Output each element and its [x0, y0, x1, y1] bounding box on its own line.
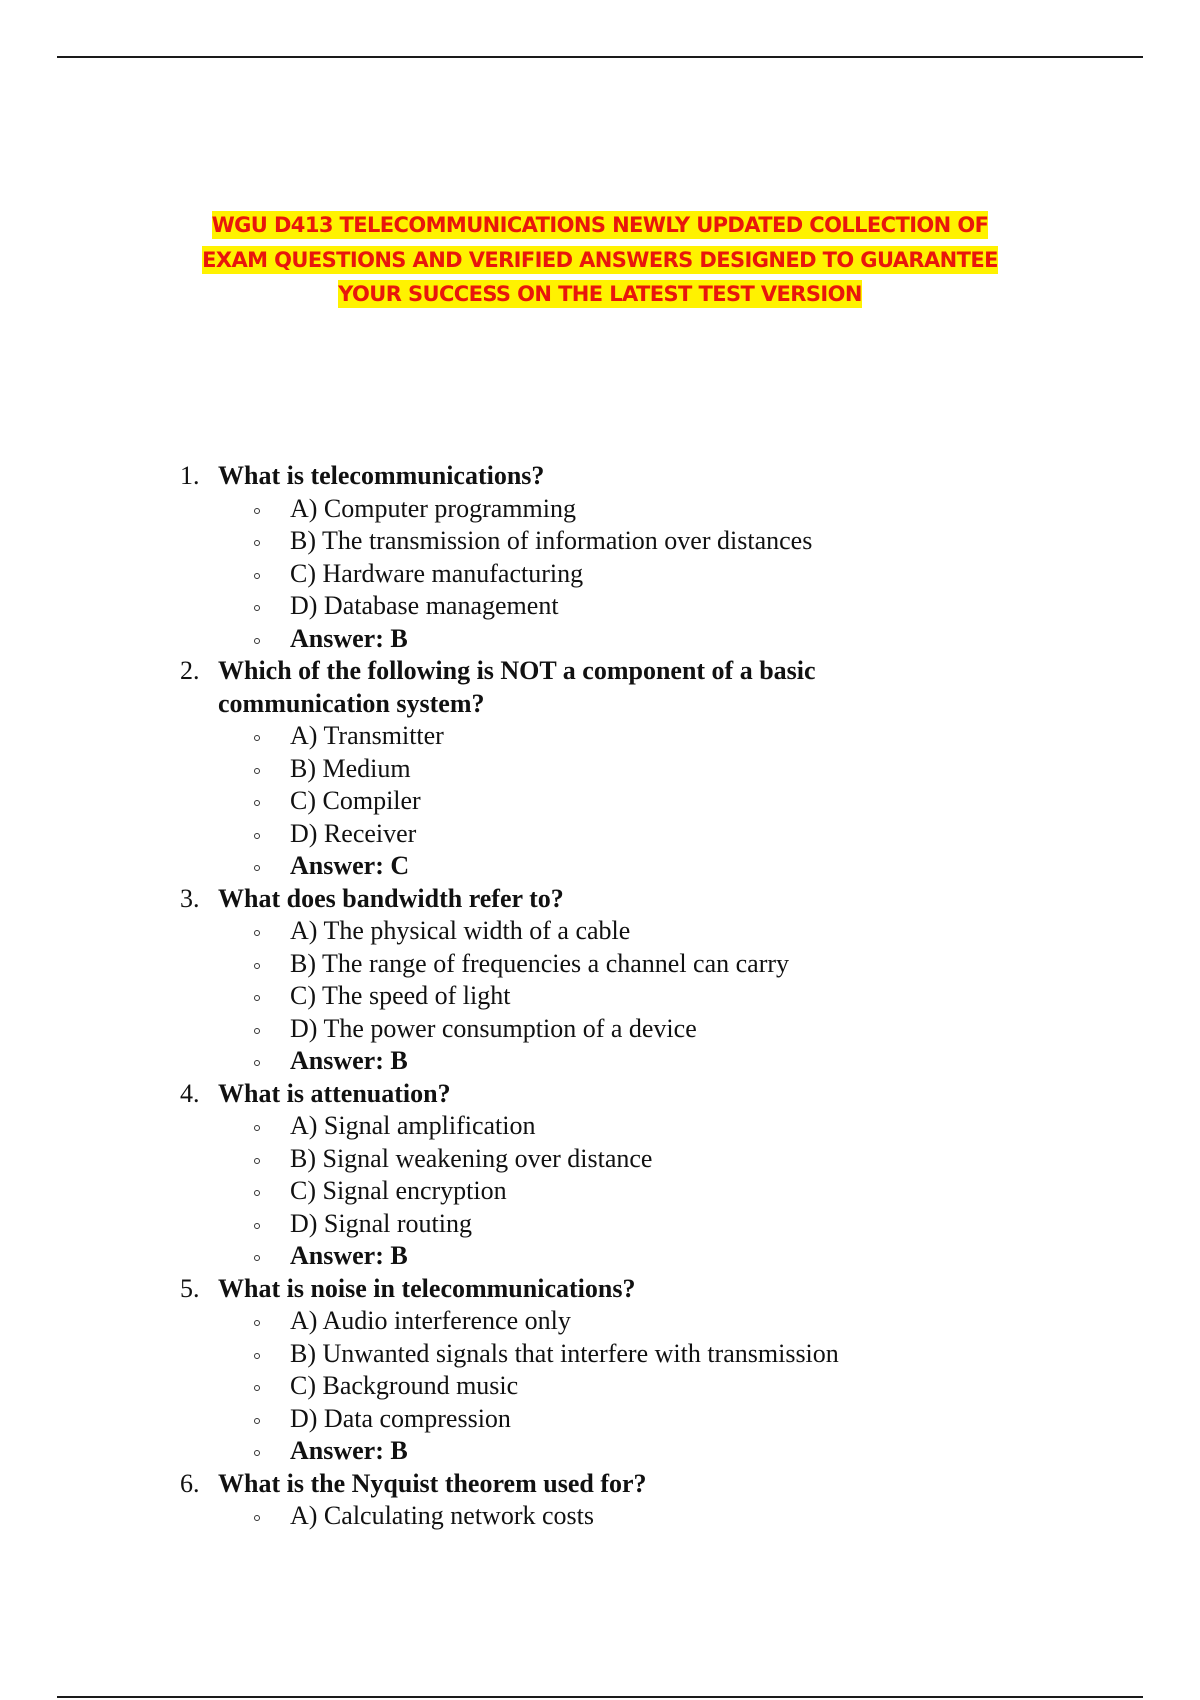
option-text: A) The physical width of a cable [290, 916, 631, 945]
answer-text: Answer: B [290, 1241, 408, 1270]
option-a [0, 915, 1200, 948]
option-text: C) Compiler [290, 786, 421, 815]
circle-bullet-icon [254, 930, 260, 936]
option-text: A) Calculating network costs [290, 1501, 594, 1530]
circle-bullet-icon [254, 995, 260, 1001]
option-text: A) Signal amplification [290, 1111, 536, 1140]
circle-bullet-icon [254, 1190, 260, 1196]
title-line-1: WGU D413 TELECOMMUNICATIONS NEWLY UPDATED COLLECTION OF [211, 213, 989, 237]
circle-bullet-icon [254, 1515, 260, 1521]
circle-bullet-icon [254, 1223, 260, 1229]
option-text: D) The power consumption of a device [290, 1013, 697, 1043]
answer-text: Answer: B [290, 1436, 408, 1465]
option-text: A) Transmitter [290, 721, 444, 750]
option-text: B) Signal weakening over distance [290, 1143, 653, 1173]
circle-bullet-icon [254, 1125, 260, 1131]
circle-bullet-icon [254, 833, 260, 839]
question-text: What is noise in telecommunications? [218, 1273, 636, 1303]
question-5 [0, 1273, 1200, 1468]
answer-line [0, 1045, 1200, 1078]
option-a [0, 493, 1200, 526]
option-a [0, 1500, 1200, 1533]
option-text: D) Receiver [290, 818, 417, 848]
circle-bullet-icon [254, 1385, 260, 1391]
answer-text: Answer: C [290, 851, 410, 880]
option-text: A) Computer programming [290, 493, 576, 523]
option-text: A) Audio interference only [290, 1306, 571, 1335]
answer-text: Answer: B [290, 623, 408, 653]
circle-bullet-icon [254, 1028, 260, 1034]
answer-line [0, 623, 1200, 656]
title-line-2: EXAM QUESTIONS AND VERIFIED ANSWERS DESIGNED TO GUARANTEE [202, 247, 998, 272]
circle-bullet-icon [254, 800, 260, 806]
option-text: C) Signal encryption [290, 1176, 507, 1205]
question-1 [0, 460, 1200, 655]
option-text: D) Database management [290, 591, 559, 620]
circle-bullet-icon [254, 573, 260, 579]
option-b [0, 525, 1200, 558]
answer-line [0, 1240, 1200, 1273]
circle-bullet-icon [254, 963, 260, 969]
circle-bullet-icon [254, 1353, 260, 1359]
option-text: B) Unwanted signals that interfere with transmission [290, 1338, 839, 1368]
circle-bullet-icon [254, 508, 260, 514]
option-text: C) Background music [290, 1371, 519, 1400]
question-text: What is the Nyquist theorem used for? [218, 1468, 647, 1498]
option-d [0, 818, 1200, 851]
title-line-3: YOUR SUCCESS ON THE LATEST TEST VERSION [338, 282, 862, 306]
option-text: B) The transmission of information over distances [290, 526, 813, 555]
circle-bullet-icon [254, 865, 260, 871]
circle-bullet-icon [254, 1418, 260, 1424]
question-3 [0, 883, 1200, 1078]
question-list [0, 460, 1200, 1533]
question-text: Which of the following is NOT a component of a basic communication system? [218, 656, 816, 718]
option-text: C) The speed of light [290, 981, 511, 1010]
option-d [0, 1403, 1200, 1436]
option-c [0, 558, 1200, 591]
question-6 [0, 1468, 1200, 1533]
circle-bullet-icon [254, 540, 260, 546]
question-number: 5. [180, 1273, 200, 1303]
circle-bullet-icon [254, 605, 260, 611]
question-number: 1. [180, 461, 200, 490]
option-list [0, 720, 1200, 883]
option-c [0, 1370, 1200, 1403]
question-number: 3. [180, 883, 200, 913]
option-b [0, 753, 1200, 786]
circle-bullet-icon [254, 1255, 260, 1261]
option-c [0, 980, 1200, 1013]
question-text: What is telecommunications? [218, 461, 545, 490]
option-list [0, 915, 1200, 1078]
option-a [0, 720, 1200, 753]
bottom-rule [57, 1696, 1143, 1698]
circle-bullet-icon [254, 735, 260, 741]
circle-bullet-icon [254, 768, 260, 774]
question-number: 4. [180, 1078, 200, 1108]
circle-bullet-icon [254, 1060, 260, 1066]
answer-line [0, 850, 1200, 883]
option-list [0, 1110, 1200, 1273]
option-a [0, 1305, 1200, 1338]
option-c [0, 1175, 1200, 1208]
option-d [0, 1013, 1200, 1046]
answer-text: Answer: B [290, 1046, 408, 1075]
circle-bullet-icon [254, 1450, 260, 1456]
answer-line [0, 1435, 1200, 1468]
circle-bullet-icon [254, 1320, 260, 1326]
option-a [0, 1110, 1200, 1143]
option-text: B) Medium [290, 753, 411, 783]
option-text: B) The range of frequencies a channel can carry [290, 948, 790, 978]
question-2 [0, 655, 1200, 883]
option-b [0, 948, 1200, 981]
question-number: 2. [180, 656, 200, 685]
option-text: C) Hardware manufacturing [290, 558, 584, 588]
option-list [0, 1500, 1200, 1533]
question-4 [0, 1078, 1200, 1273]
question-text: What does bandwidth refer to? [218, 883, 564, 913]
option-text: D) Signal routing [290, 1208, 472, 1238]
option-list [0, 493, 1200, 656]
option-b [0, 1143, 1200, 1176]
circle-bullet-icon [254, 638, 260, 644]
option-list [0, 1305, 1200, 1468]
option-d [0, 590, 1200, 623]
top-rule [57, 56, 1143, 58]
option-d [0, 1208, 1200, 1241]
option-b [0, 1338, 1200, 1371]
question-number: 6. [180, 1468, 200, 1498]
option-c [0, 785, 1200, 818]
option-text: D) Data compression [290, 1403, 511, 1433]
circle-bullet-icon [254, 1158, 260, 1164]
document-title [100, 208, 1100, 312]
question-text: What is attenuation? [218, 1078, 451, 1108]
